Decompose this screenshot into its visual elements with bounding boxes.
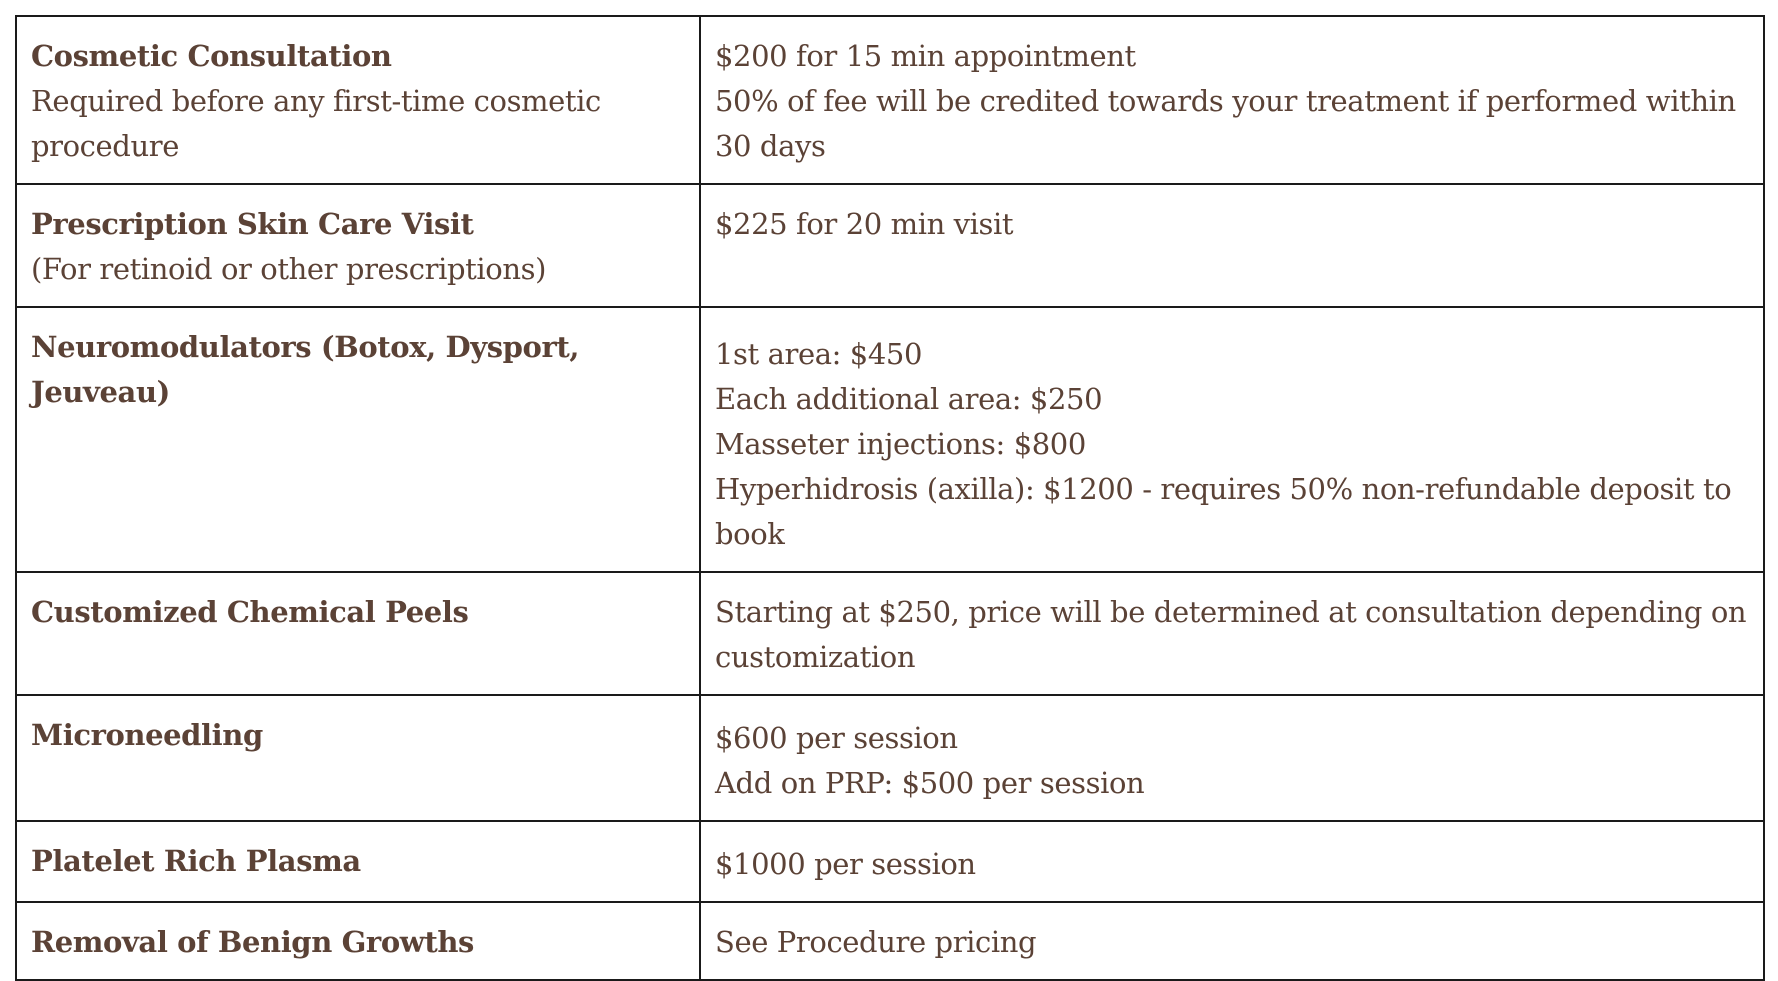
price-cell: [700, 307, 1764, 572]
price-cell: [700, 572, 1764, 695]
table-row: [16, 695, 1764, 821]
price-line: $600 per session: [715, 721, 958, 755]
price-line: Masseter injections: $800: [715, 427, 1086, 461]
service-name: Cosmetic Consultation: [31, 39, 392, 73]
price-cell: [700, 821, 1764, 902]
table-row: [16, 902, 1764, 980]
pricing-table: [15, 15, 1765, 981]
service-description: Required before any first-time cosmetic: [31, 84, 601, 118]
service-cell: [16, 821, 700, 902]
service-name: Neuromodulators (Botox, Dysport, Jeuveau): [31, 330, 580, 409]
service-name: Removal of Benign Growths: [31, 925, 474, 959]
price-line: Hyperhidrosis (axilla): $1200 - requires 50% non-refundable deposit to: [715, 472, 1732, 506]
service-name: Prescription Skin Care Visit: [31, 207, 474, 241]
price-line: Each additional area: $250: [715, 382, 1103, 416]
price-cell: [700, 184, 1764, 307]
service-name: Customized Chemical Peels: [31, 595, 469, 629]
price-line: book: [715, 517, 785, 551]
table-row: [16, 307, 1764, 572]
service-cell: [16, 572, 700, 695]
price-cell: [700, 16, 1764, 184]
table-row: [16, 572, 1764, 695]
table-row: [16, 821, 1764, 902]
price-line: customization: [715, 640, 916, 674]
price-cell: [700, 695, 1764, 821]
service-name: Platelet Rich Plasma: [31, 844, 361, 878]
service-cell: [16, 307, 700, 572]
price-line: 30 days: [715, 129, 826, 163]
price-line: $1000 per session: [715, 847, 976, 881]
service-cell: [16, 184, 700, 307]
price-line: Starting at $250, price will be determined at consultation depending on: [715, 595, 1747, 629]
table-row: [16, 184, 1764, 307]
table-row: [16, 16, 1764, 184]
price-line: $200 for 15 min appointment: [715, 39, 1136, 73]
service-name: Microneedling: [31, 718, 263, 752]
service-description: (For retinoid or other prescriptions): [31, 252, 546, 286]
price-line: 1st area: $450: [715, 337, 923, 371]
service-cell: [16, 695, 700, 821]
price-line: Add on PRP: $500 per session: [715, 766, 1145, 800]
service-cell: [16, 902, 700, 980]
service-description: procedure: [31, 129, 179, 163]
price-line: See Procedure pricing: [715, 925, 1037, 959]
price-line: $225 for 20 min visit: [715, 207, 1014, 241]
price-cell: [700, 902, 1764, 980]
price-line: 50% of fee will be credited towards your treatment if performed within: [715, 84, 1736, 118]
service-cell: [16, 16, 700, 184]
